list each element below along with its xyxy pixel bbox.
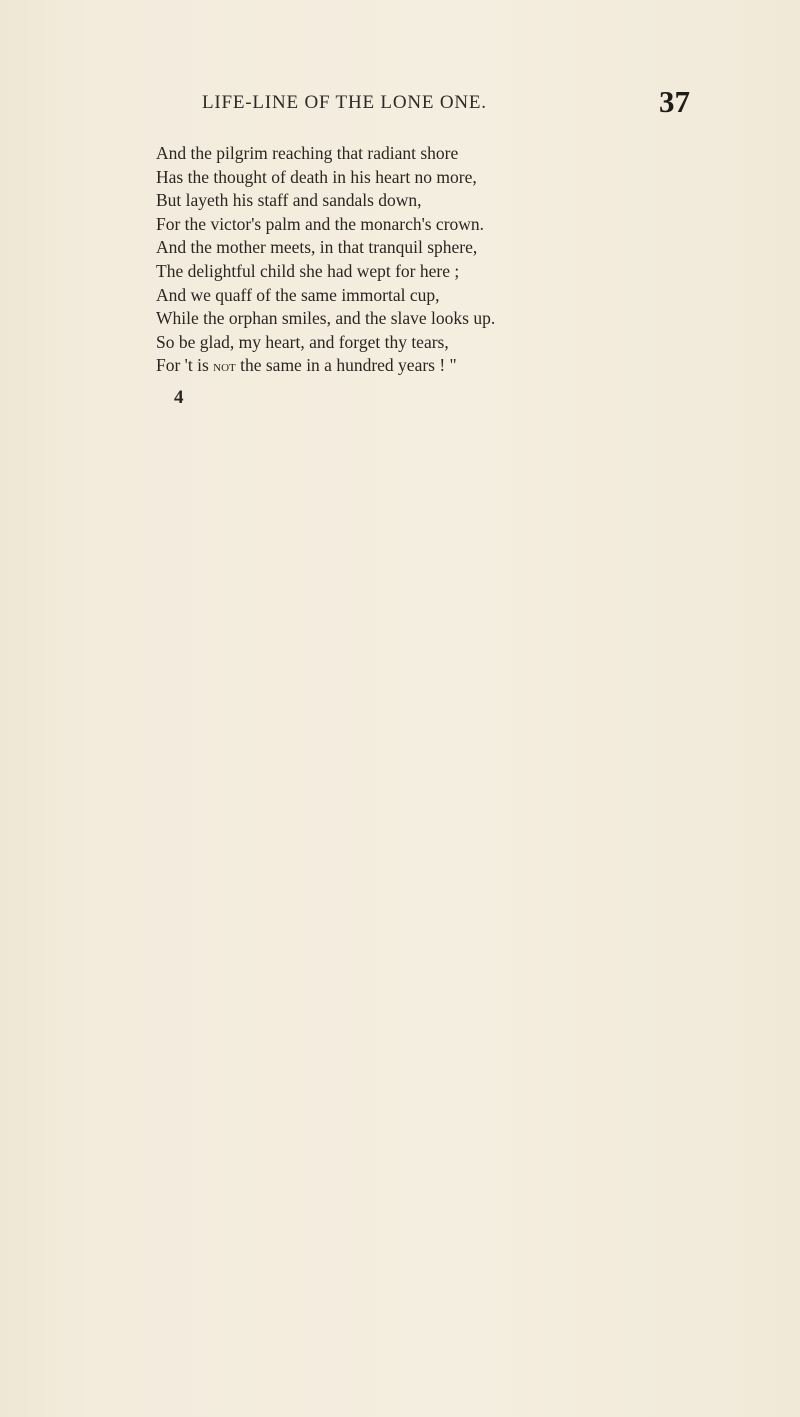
verse-line: But layeth his staff and sandals down, — [156, 190, 422, 211]
verse-line: So be glad, my heart, and forget thy tears, — [156, 331, 449, 352]
final-line-emphasis: not — [213, 359, 236, 376]
page-number: 37 — [659, 84, 690, 119]
final-line-start: For 't is — [156, 355, 214, 376]
verse-line-final — [156, 354, 756, 380]
verse-line: The delightful child she had wept for here ; — [156, 260, 460, 281]
verse-line: And the mother meets, in that tranquil sphere, — [156, 237, 478, 258]
signature-mark: 4 — [174, 387, 184, 408]
final-line-end: the same in a hundred years ! " — [235, 355, 457, 376]
running-head — [202, 84, 742, 124]
verse-line: While the orphan smiles, and the slave looks up. — [156, 308, 496, 329]
running-title: LIFE-LINE OF THE LONE ONE. — [202, 92, 487, 113]
poem-stanza — [156, 142, 756, 380]
verse-line: For the victor's palm and the monarch's crown. — [156, 213, 485, 234]
verse-line: Has the thought of death in his heart no more, — [156, 166, 477, 187]
verse-line: And the pilgrim reaching that radiant shore — [156, 143, 459, 163]
verse-line: And we quaff of the same immortal cup, — [156, 284, 440, 305]
